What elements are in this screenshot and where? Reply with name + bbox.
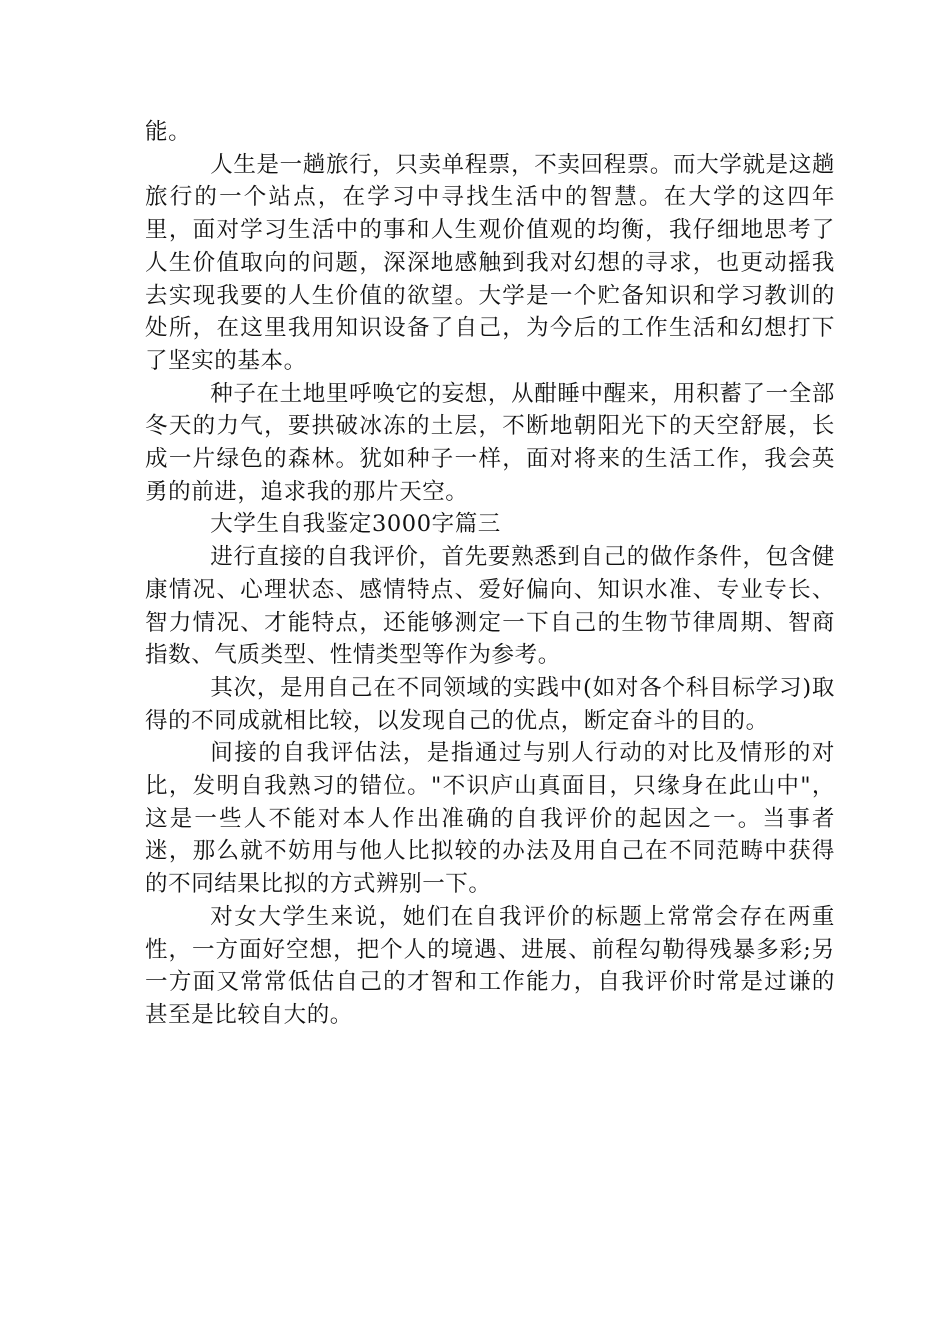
paragraph-direct-evaluation: 进行直接的自我评价，首先要熟悉到自己的做作条件，包含健康情况、心理状态、感情特点、爱好偏向、知识水准、专业专长、智力情况、才能特点，还能够测定一下自己的生物节律周期、智商指数、气质类型、性情类型等作为参考。 [145,544,835,669]
paragraph-indirect-evaluation: 间接的自我评估法，是指通过与别人行动的对比及情形的对比，发明自我熟习的错位。"不识庐山真面目，只缘身在此山中"，这是一些人不能对本人作出准确的自我评价的起因之一。当事者迷，那么就不妨用与他人比拟较的办法及用自己在不同范畴中获得的不同结果比拟的方式辨别一下。 [145,740,835,898]
paragraph-secondly: 其次，是用自己在不同领域的实践中(如对各个科目标学习)取得的不同成就相比较，以发现自己的优点，断定奋斗的目的。 [145,674,835,734]
section-heading: 大学生自我鉴定3000字篇三 [210,511,501,538]
document-body [145,116,835,1032]
paragraph-life-journey: 人生是一趟旅行，只卖单程票，不卖回程票。而大学就是这趟旅行的一个站点，在学习中寻找生活中的智慧。在大学的这四年里，面对学习生活中的事和人生观价值观的均衡，我仔细地思考了人生价值取向的问题，深深地感触到我对幻想的寻求，也更动摇我去实现我要的人生价值的欲望。大学是一个贮备知识和学习教训的处所，在这里我用知识设备了自己，为今后的工作生活和幻想打下了坚实的基本。 [145,151,835,374]
paragraph-continuation: 能。 [145,119,192,145]
paragraph-female-students: 对女大学生来说，她们在自我评价的标题上常常会存在两重性，一方面好空想，把个人的境遇、进展、前程勾勒得残暴多彩;另一方面又常常低估自己的才智和工作能力，自我评价时常是过谦的甚至是比较自大的。 [145,903,835,1028]
paragraph-seed: 种子在土地里呼唤它的妄想，从酣睡中醒来，用积蓄了一全部冬天的力气，要拱破冰冻的土层，不断地朝阳光下的天空舒展，长成一片绿色的森林。犹如种子一样，面对将来的生活工作，我会英勇的前进，追求我的那片天空。 [145,380,835,505]
